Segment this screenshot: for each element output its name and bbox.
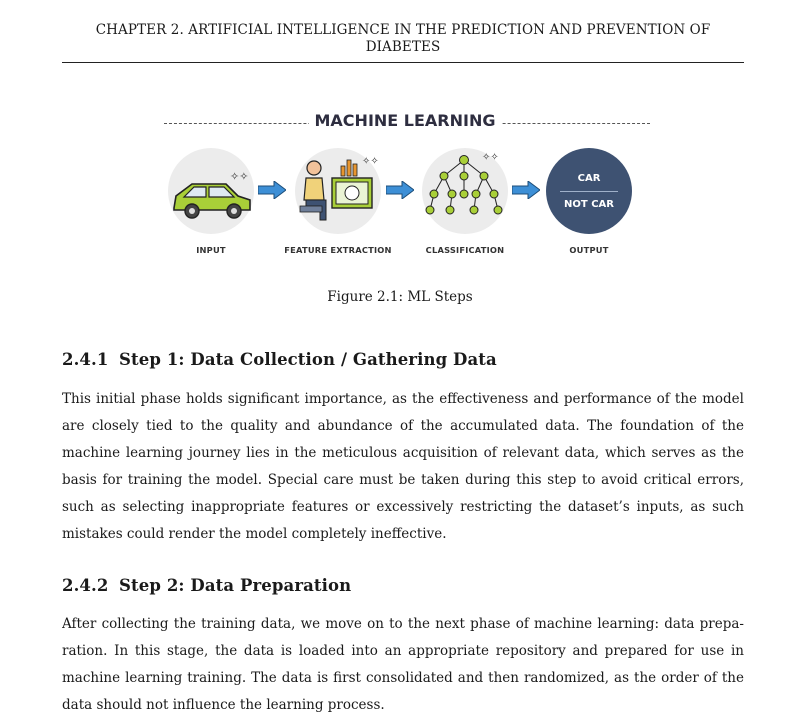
svg-text:✧✧: ✧✧	[362, 156, 379, 167]
stage-label-classification: CLASSIFICATION	[425, 245, 505, 255]
paragraph-line: such as selecting inappropriate features or excessively restricting the dataset’s inputs, as such	[62, 499, 744, 515]
section-title: Step 2: Data Preparation	[119, 576, 352, 595]
header-rule	[62, 62, 744, 63]
paragraph-line: After collecting the training data, we move on to the next phase of machine learning: data prepa-	[62, 616, 744, 632]
paragraph-line: mistakes could render the model completely ineffective.	[62, 526, 447, 542]
paragraph-line: ration. In this stage, the data is loaded into an appropriate repository and prepared for use in	[62, 643, 744, 659]
paragraph-line: machine learning journey lies in the meticulous acquisition of relevant data, which serves as the	[62, 445, 744, 461]
output-divider	[560, 191, 618, 192]
figure-title-text: MACHINE LEARNING	[309, 111, 502, 130]
section-heading-2-4-2	[62, 576, 351, 595]
paragraph-line: data should not influence the learning process.	[62, 697, 385, 713]
figure-title	[150, 111, 660, 130]
section-heading-2-4-1	[62, 350, 497, 369]
figure-caption: Figure 2.1: ML Steps	[327, 289, 473, 305]
stage-label-output: OUTPUT	[569, 245, 609, 255]
arrow-icon	[258, 181, 286, 199]
section-number: 2.4.2	[62, 576, 109, 595]
output-value-not-car: NOT CAR	[564, 199, 614, 210]
decision-tree-icon	[420, 150, 510, 234]
paragraph-line: This initial phase holds significant importance, as the effectiveness and performance of the model	[62, 391, 744, 407]
output-value-car: CAR	[577, 173, 601, 184]
section-number: 2.4.1	[62, 350, 109, 369]
section-paragraph-2-4-2	[62, 611, 744, 719]
stage-label-feature-extraction: FEATURE EXTRACTION	[284, 245, 392, 255]
svg-text:✧✧: ✧✧	[482, 152, 499, 163]
arrow-icon	[386, 181, 414, 199]
ml-steps-figure	[150, 108, 660, 263]
car-icon	[164, 170, 260, 226]
person-computer-icon	[294, 154, 384, 234]
section-paragraph-2-4-1	[62, 386, 744, 548]
paragraph-line: are closely tied to the quality and abundance of the accumulated data. The foundation of the	[62, 418, 744, 434]
paragraph-line: basis for training the model. Special care must be taken during this step to avoid critical errors,	[62, 472, 744, 488]
paragraph-line: machine learning training. The data is first consolidated and then randomized, as the order of the	[62, 670, 744, 686]
svg-text:✧✧: ✧✧	[230, 170, 249, 183]
section-title: Step 1: Data Collection / Gathering Data	[119, 350, 497, 369]
stage-label-input: INPUT	[196, 245, 226, 255]
arrow-icon	[512, 181, 540, 199]
running-header: CHAPTER 2. ARTIFICIAL INTELLIGENCE IN THE PREDICTION AND PREVENTION OF DIABETES	[95, 22, 711, 55]
output-circle-icon	[546, 148, 632, 234]
